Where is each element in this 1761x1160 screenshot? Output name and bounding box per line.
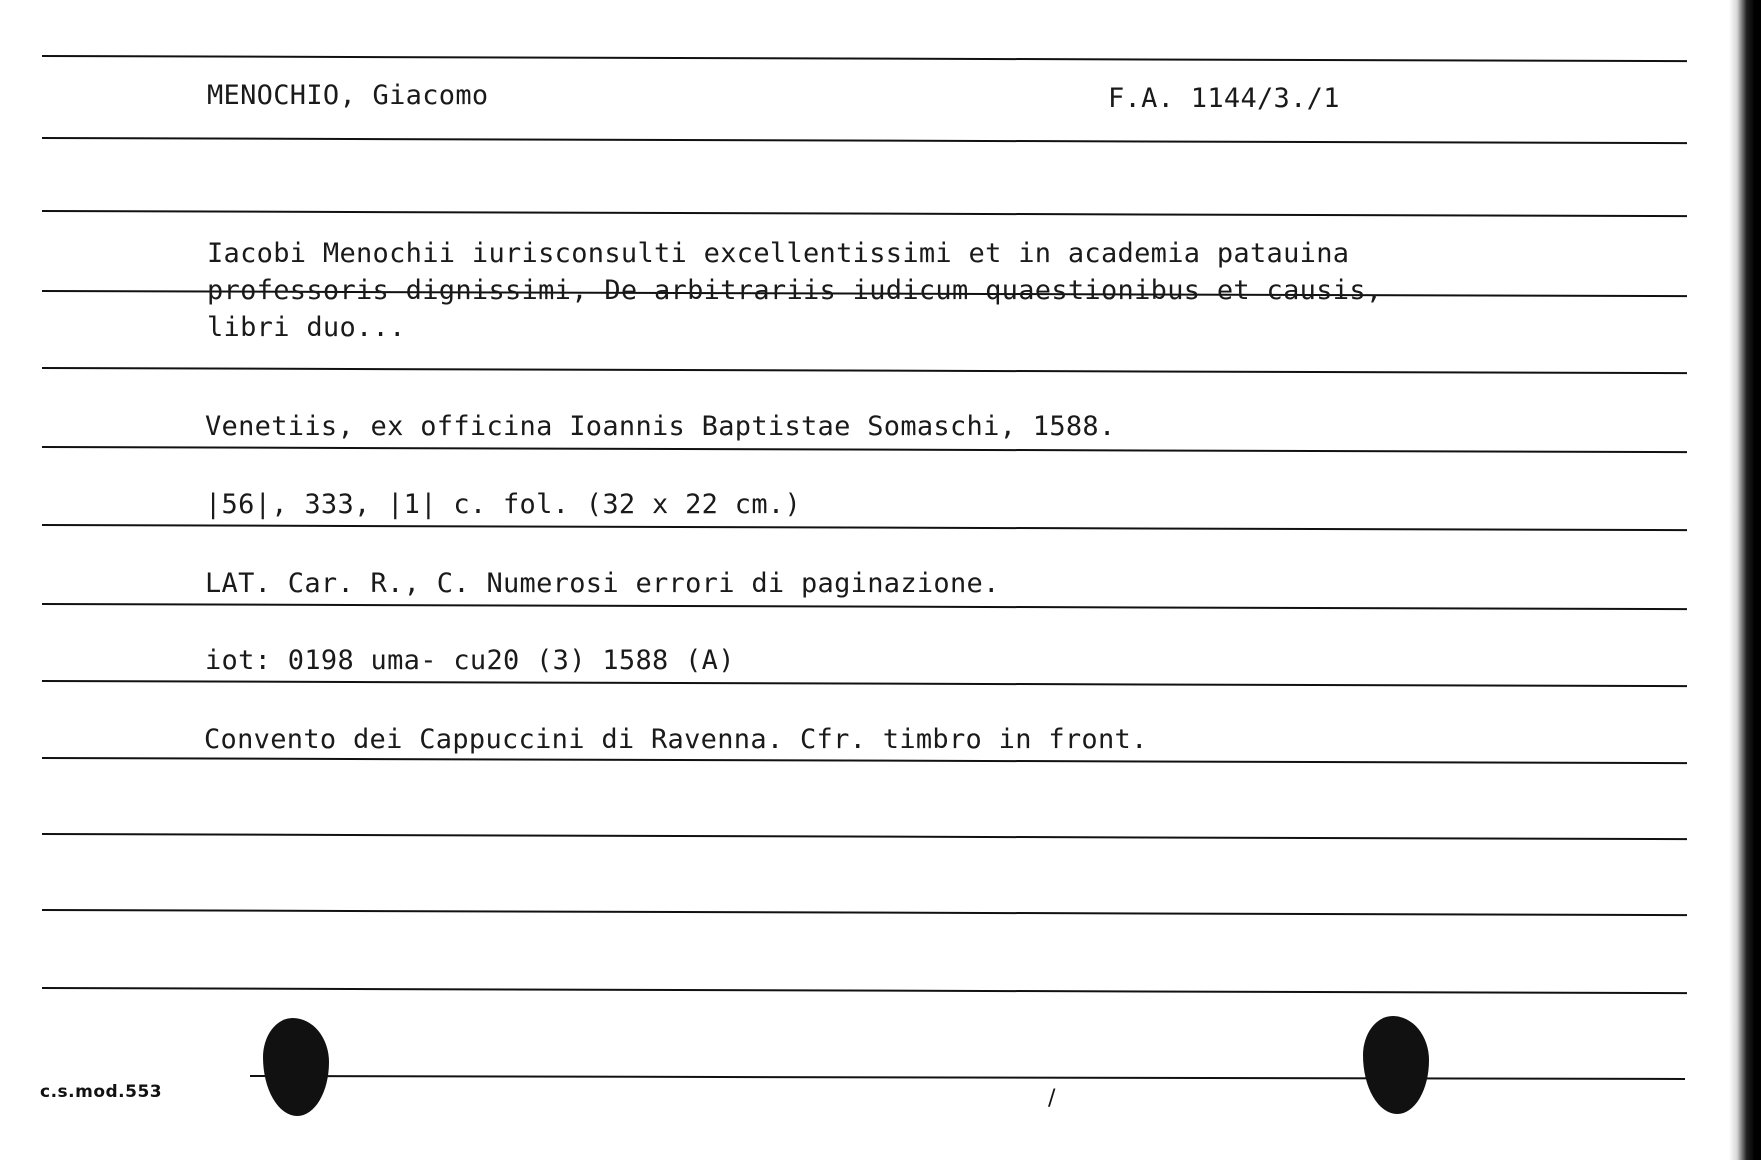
scan-edge-shadow [1729, 0, 1761, 1160]
rule-line [42, 603, 1687, 610]
rule-line [42, 987, 1687, 994]
punch-hole-left [263, 1018, 329, 1116]
rule-line [42, 55, 1687, 62]
pencil-mark: / [1048, 1086, 1056, 1111]
rule-line [250, 1075, 1685, 1080]
provenance: Convento dei Cappuccini di Ravenna. Cfr. timbro in front. [204, 724, 1148, 755]
rule-line [42, 524, 1687, 531]
author-heading: MENOCHIO, Giacomo [207, 80, 489, 111]
title-line-3: libri duo... [207, 312, 406, 343]
rule-line [42, 757, 1687, 764]
rule-line [42, 909, 1687, 916]
title-line-1: Iacobi Menochii iurisconsulti excellentissimi et in academia patauina [207, 238, 1350, 269]
rule-line [42, 680, 1687, 687]
shelfmark: F.A. 1144/3./1 [1108, 83, 1340, 114]
fingerprint: iot: 0198 uma- cu20 (3) 1588 (A) [205, 645, 735, 676]
collation: |56|, 333, |1| c. fol. (32 x 22 cm.) [205, 489, 801, 520]
rule-line [42, 137, 1687, 144]
rule-line [42, 367, 1687, 374]
notes: LAT. Car. R., C. Numerosi errori di paginazione. [205, 568, 1000, 599]
imprint: Venetiis, ex officina Ioannis Baptistae Somaschi, 1588. [205, 411, 1116, 442]
rule-line [42, 210, 1687, 217]
rule-line [42, 446, 1687, 453]
form-code: c.s.mod.553 [40, 1082, 163, 1102]
rule-line [42, 833, 1687, 840]
title-line-2: professoris dignissimi, De arbitrariis iudicum quaestionibus et causis, [207, 275, 1383, 306]
punch-hole-right [1363, 1016, 1429, 1114]
